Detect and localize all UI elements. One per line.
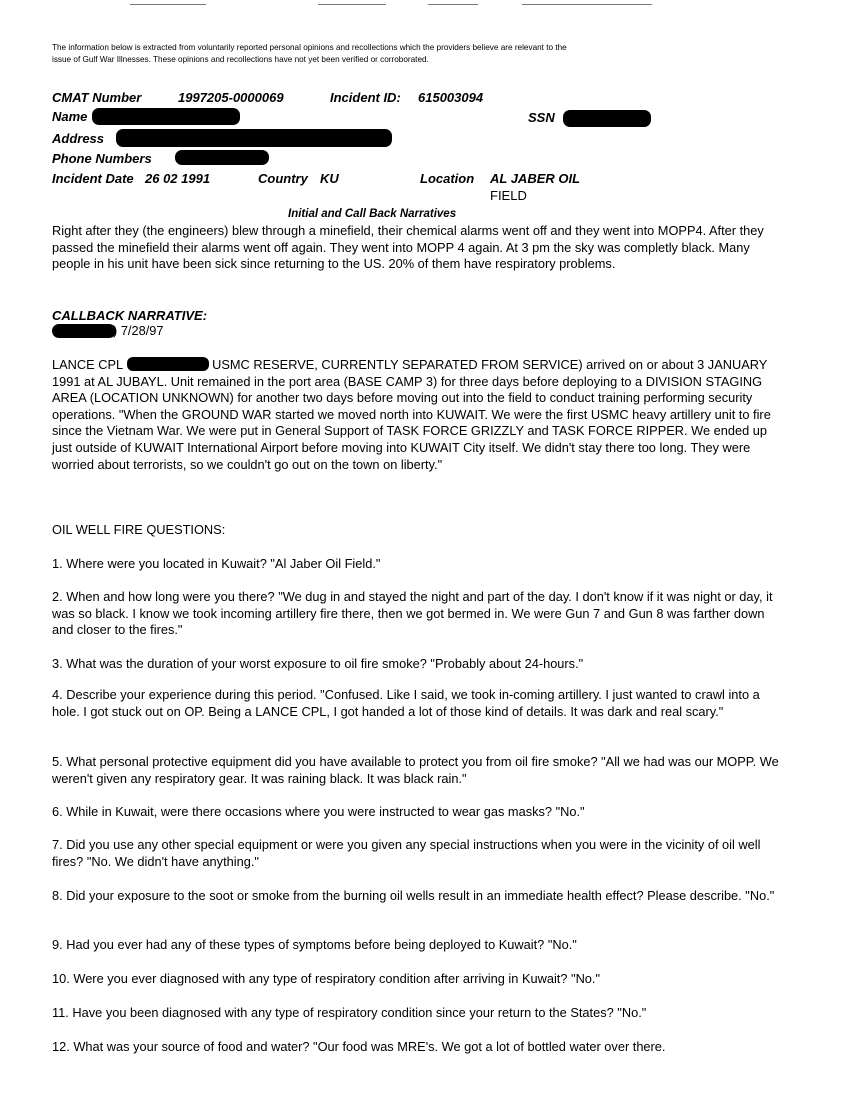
question-7: 7. Did you use any other special equipment or were you given any special instructions when you were in the vicinity of oil well fires? "No. We didn't have anything." — [52, 837, 761, 869]
top-rule-2 — [318, 4, 386, 5]
top-rule-4 — [522, 4, 652, 5]
top-rule-1 — [130, 4, 206, 5]
question-8: 8. Did your exposure to the soot or smoke from the burning oil wells result in an immediate health effect? Please describe. "No." — [52, 888, 775, 903]
question-10: 10. Were you ever diagnosed with any type of respiratory condition after arriving in Kuwait? "No." — [52, 971, 601, 986]
callback-title: CALLBACK NARRATIVE: — [52, 308, 208, 323]
question-3: 3. What was the duration of your worst exposure to oil fire smoke? "Probably about 24-hours." — [52, 656, 584, 671]
callback-rank-redaction — [127, 357, 209, 371]
cmat-label: CMAT Number — [52, 90, 142, 105]
question-12: 12. What was your source of food and water? "Our food was MRE's. We got a lot of bottled water over there. — [52, 1039, 666, 1054]
incident-id-value: 615003094 — [418, 90, 484, 105]
incident-date-label: Incident Date — [52, 171, 134, 186]
ssn-redaction — [563, 110, 651, 127]
ssn-label: SSN — [528, 110, 555, 125]
callback-rank: LANCE CPL — [52, 357, 124, 372]
question-11: 11. Have you been diagnosed with any type of respiratory condition since your return to the States? "No." — [52, 1005, 647, 1020]
location-value: AL JABER OIL — [490, 171, 581, 186]
country-value: KU — [320, 171, 339, 186]
callback-narrative — [52, 357, 782, 473]
incident-id-label: Incident ID: — [330, 90, 401, 105]
question-2: 2. When and how long were you there? "We dug in and stayed the night and part of the day. I don't know if it was night or day, it was so black. I know we took incoming artillery fire there, then we got bermed in. We were Gun 7 and Gun 8 was farther down and closer to the fires." — [52, 589, 773, 638]
callback-body: USMC RESERVE, CURRENTLY SEPARATED FROM SERVICE) arrived on or about 3 JANUARY 1991 at AL JUBAYL. Unit remained in the port area (BASE CAMP 3) for three days before deploying to a DIVISION STAGING AREA (LOCATION UNKNOWN) for another two days before moving out into the field to conduct training performing security operations. "When the GROUND WAR started we moved north into KUWAIT. We were the first USMC heavy artillery unit to fire since the Vietnam War. We were put in General Support of TASK FORCE GRIZZLY and TASK FORCE RIPPER. We ended up just outside of KUWAIT International Airport before moving into KUWAIT City itself. We didn't stay there too long. They were worried about terrorists, so we couldn't go out on the town on liberty." — [52, 357, 771, 472]
narratives-title: Initial and Call Back Narratives — [288, 208, 457, 220]
name-redaction — [92, 108, 240, 125]
incident-date-value: 26 02 1991 — [145, 171, 211, 186]
initial-narrative: Right after they (the engineers) blew through a minefield, their chemical alarms went off and they went into MOPP4. After they passed the minefield their alarms went off again. They went into MOPP 4 again. At 3 pm the sky was completly black. Many people in his unit have been sick since returning to the US. 20% of them have respiratory problems. — [52, 223, 764, 272]
disclaimer: The information below is extracted from voluntarily reported personal opinions and recollections which the providers believe are relevant to the issue of Gulf War Illnesses. These opinions and recollections have not yet been verified or corroborated. — [52, 43, 567, 65]
address-redaction — [116, 129, 392, 147]
top-rule-3 — [428, 4, 478, 5]
name-label: Name — [52, 109, 88, 124]
callback-name-redaction — [52, 324, 116, 338]
cmat-value: 1997205-0000069 — [178, 90, 284, 105]
location-label: Location — [420, 171, 475, 186]
question-5: 5. What personal protective equipment did you have available to protect you from oil fire smoke? "All we had was our MOPP. We weren't given any respiratory gear. It was raining black. It was black rain." — [52, 754, 779, 786]
phone-label: Phone Numbers — [52, 151, 152, 166]
address-label: Address — [52, 131, 105, 146]
phone-redaction — [175, 150, 269, 165]
location-value-line2: FIELD — [490, 188, 527, 203]
question-6: 6. While in Kuwait, were there occasions where you were instructed to wear gas masks? "No." — [52, 804, 585, 819]
callback-date: ) 7/28/97 — [113, 323, 164, 338]
country-label: Country — [258, 171, 308, 186]
question-1: 1. Where were you located in Kuwait? "Al Jaber Oil Field." — [52, 556, 381, 571]
questions-title: OIL WELL FIRE QUESTIONS: — [52, 522, 226, 537]
question-9: 9. Had you ever had any of these types of symptoms before being deployed to Kuwait? "No." — [52, 937, 577, 952]
question-4: 4. Describe your experience during this period. "Confused. Like I said, we took in-coming artillery. I just wanted to crawl into a hole. I got stuck out on OP. Being a LANCE CPL, I got handed a lot of those kind of details. It was dark and real scary." — [52, 687, 760, 719]
